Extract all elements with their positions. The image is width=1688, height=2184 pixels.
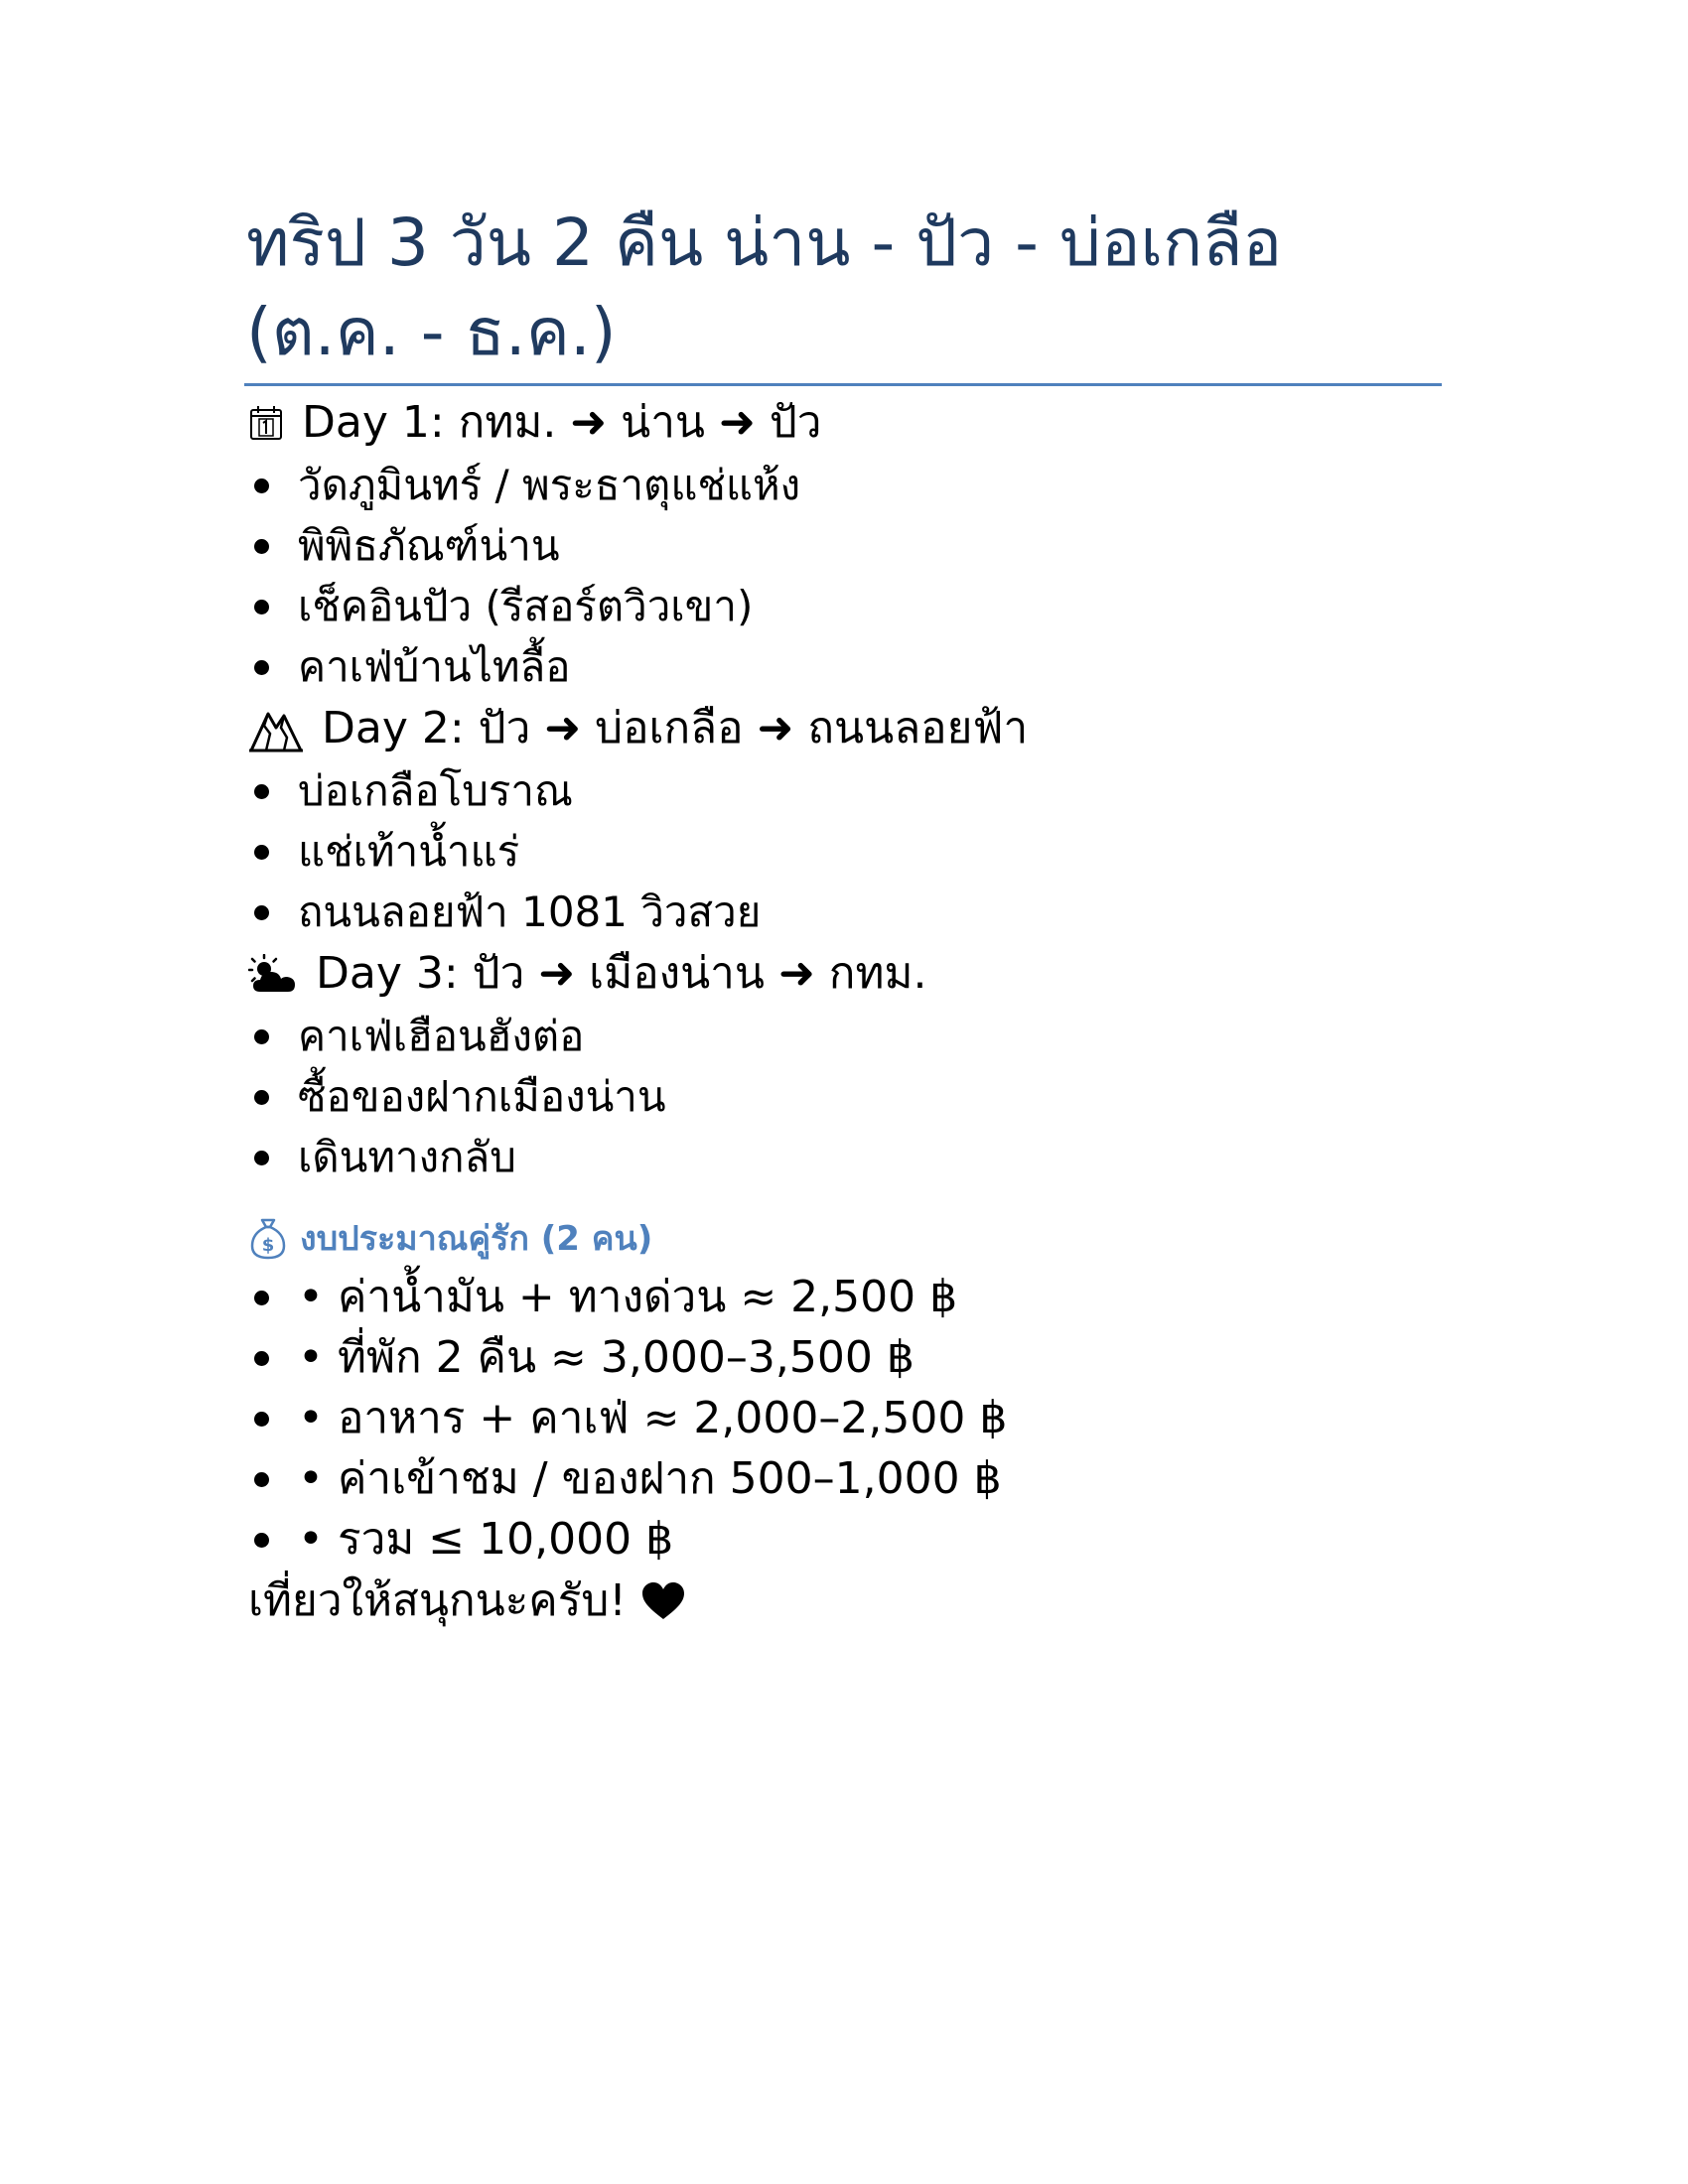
svg-text:$: $ bbox=[261, 1235, 275, 1256]
heart-icon bbox=[640, 1581, 686, 1621]
money-bag-icon bbox=[248, 1217, 288, 1261]
day-1-heading bbox=[248, 391, 1440, 455]
bullet-icon bbox=[254, 1151, 269, 1165]
closing-text: เที่ยวให้สนุกนะครับ! bbox=[248, 1575, 627, 1626]
title-divider bbox=[244, 383, 1442, 386]
bullet-icon bbox=[254, 660, 269, 675]
budget-list bbox=[248, 1267, 1440, 1570]
bullet-icon bbox=[254, 784, 269, 799]
bullet-icon bbox=[254, 1029, 269, 1044]
bullet-icon bbox=[254, 539, 269, 554]
day-1-list bbox=[248, 455, 1440, 697]
bullet-icon bbox=[254, 600, 269, 614]
bullet-icon bbox=[254, 1291, 269, 1305]
list-item: • ค่าน้ำมัน + ทางด่วน ≈ 2,500 ฿ bbox=[248, 1267, 1440, 1327]
list-item: พิพิธภัณฑ์น่าน bbox=[248, 515, 1440, 576]
day-3-heading bbox=[248, 942, 1440, 1006]
list-item: คาเฟ่เฮือนฮังต่อ bbox=[248, 1006, 1440, 1066]
list-item: เดินทางกลับ bbox=[248, 1127, 1440, 1187]
bullet-icon bbox=[254, 905, 269, 920]
budget-heading-text: งบประมาณคู่รัก (2 คน) bbox=[300, 1219, 653, 1259]
list-item: ซื้อของฝากเมืองน่าน bbox=[248, 1066, 1440, 1127]
list-item: • อาหาร + คาเฟ่ ≈ 2,000–2,500 ฿ bbox=[248, 1388, 1440, 1448]
itinerary-content bbox=[248, 391, 1440, 1633]
bullet-icon bbox=[254, 1472, 269, 1487]
bullet-icon bbox=[254, 1351, 269, 1366]
bullet-icon bbox=[254, 1533, 269, 1548]
day-2-heading bbox=[248, 697, 1440, 760]
list-item: • รวม ≤ 10,000 ฿ bbox=[248, 1509, 1440, 1570]
day-3-heading-text: Day 3: ปัว ➜ เมืองน่าน ➜ กทม. bbox=[316, 948, 927, 999]
list-item: • ค่าเข้าชม / ของฝาก 500–1,000 ฿ bbox=[248, 1448, 1440, 1509]
list-item: คาเฟ่บ้านไทลื้อ bbox=[248, 636, 1440, 697]
list-item: แช่เท้าน้ำแร่ bbox=[248, 821, 1440, 882]
day-1-heading-text: Day 1: กทม. ➜ น่าน ➜ ปัว bbox=[302, 397, 822, 448]
bullet-icon bbox=[254, 1412, 269, 1427]
list-item: บ่อเกลือโบราณ bbox=[248, 760, 1440, 821]
day-3-list bbox=[248, 1006, 1440, 1187]
bullet-icon bbox=[254, 1090, 269, 1105]
closing-line bbox=[248, 1570, 1440, 1633]
bullet-icon bbox=[254, 478, 269, 493]
bullet-icon bbox=[254, 845, 269, 860]
list-item: เช็คอินปัว (รีสอร์ตวิวเขา) bbox=[248, 576, 1440, 636]
list-item: • ที่พัก 2 คืน ≈ 3,000–3,500 ฿ bbox=[248, 1327, 1440, 1388]
mountain-icon bbox=[248, 704, 304, 753]
calendar-icon bbox=[248, 404, 284, 442]
budget-heading bbox=[248, 1211, 1440, 1267]
page-title: ทริป 3 วัน 2 คืน น่าน - ปัว - บ่อเกลือ (ต.ค. - ธ.ค.) bbox=[246, 205, 1283, 370]
day-2-heading-text: Day 2: ปัว ➜ บ่อเกลือ ➜ ถนนลอยฟ้า bbox=[322, 703, 1029, 753]
sun-cloud-icon bbox=[248, 954, 298, 994]
list-item: ถนนลอยฟ้า 1081 วิวสวย bbox=[248, 882, 1440, 942]
day-2-list bbox=[248, 760, 1440, 942]
list-item: วัดภูมินทร์ / พระธาตุแช่แห้ง bbox=[248, 455, 1440, 515]
